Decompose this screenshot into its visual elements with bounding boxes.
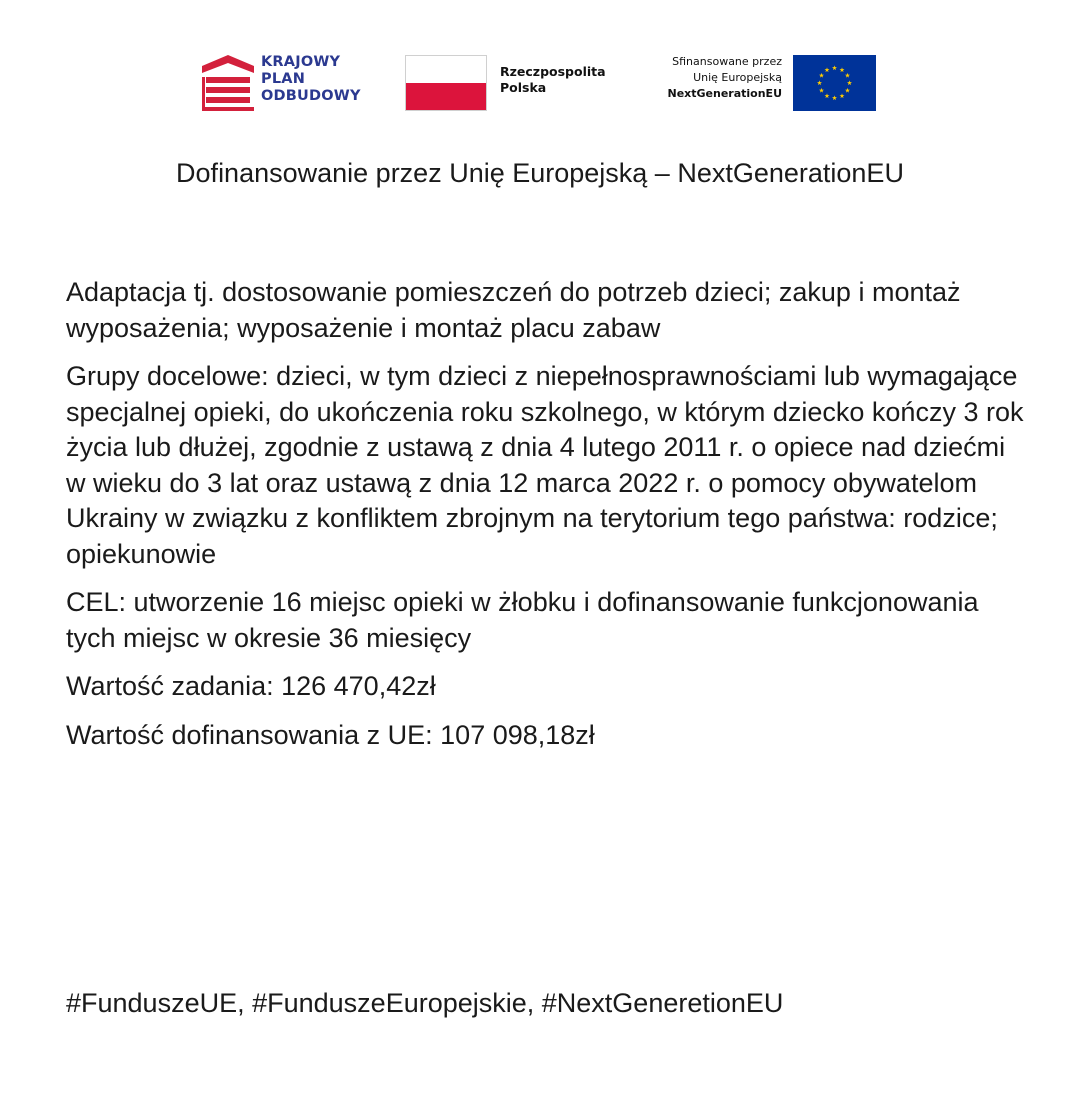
eu-star-icon bbox=[817, 80, 822, 85]
rp-logo-text bbox=[500, 64, 606, 96]
eu-star-icon bbox=[819, 73, 824, 78]
eu-star-icon bbox=[840, 67, 845, 72]
eu-star-icon bbox=[845, 88, 850, 93]
paragraph-scope: Adaptacja tj. dostosowanie pomieszczeń do potrzeb dzieci; zakup i montaż wyposażenia; wyposażenie i montaż placu zabaw bbox=[66, 277, 961, 343]
eu-line-3: NextGenerationEU bbox=[667, 87, 782, 100]
eu-logo-text bbox=[630, 54, 782, 102]
paragraph-target-groups: Grupy docelowe: dzieci, w tym dzieci z niepełnosprawnościami lub wymagające specjalnej opieki, do ukończenia roku szkolnego, w którym dziecko kończy 3 rok życia lub dłużej, zgodnie z ustawą z dnia 4 lutego 2011 r. o opiece nad dziećmi w wieku do 3 lat oraz ustawą z dnia 12 marca 2022 r. o pomocy obywatelom Ukrainy w związku z konfliktem zbrojnym na terytorium tego państwa: rodzice; opiekunowie bbox=[66, 361, 1024, 569]
kpo-logo-text bbox=[261, 54, 361, 105]
eu-line-1: Sfinansowane przez bbox=[672, 55, 782, 68]
kpo-logo-icon bbox=[202, 55, 254, 111]
eu-star-icon bbox=[847, 80, 852, 85]
logo-bar bbox=[200, 54, 880, 112]
page-heading: Dofinansowanie przez Unię Europejską – NextGenerationEU bbox=[176, 158, 904, 188]
paragraph-goal: CEL: utworzenie 16 miejsc opieki w żłobku i dofinansowanie funkcjonowania tych miejsc w okresie 36 miesięcy bbox=[66, 587, 979, 653]
kpo-line-1: KRAJOWY bbox=[261, 54, 341, 70]
kpo-line-3: ODBUDOWY bbox=[261, 88, 361, 104]
eu-star-icon bbox=[832, 65, 837, 70]
eu-star-icon bbox=[845, 73, 850, 78]
eu-flag-icon bbox=[793, 55, 876, 111]
hashtags: #FunduszeUE, #FunduszeEuropejskie, #NextGeneretionEU bbox=[66, 988, 784, 1018]
eu-star-icon bbox=[825, 93, 830, 98]
kpo-logo bbox=[200, 54, 390, 112]
kpo-line-2: PLAN bbox=[261, 71, 306, 87]
rp-line-1: Rzeczpospolita bbox=[500, 64, 606, 79]
paragraph-task-value: Wartość zadania: 126 470,42zł bbox=[66, 671, 436, 701]
eu-line-2: Unię Europejską bbox=[693, 71, 782, 84]
eu-star-icon bbox=[832, 95, 837, 100]
paragraph-eu-funding: Wartość dofinansowania z UE: 107 098,18zł bbox=[66, 719, 595, 750]
polish-flag-icon bbox=[405, 55, 487, 111]
rp-line-2: Polska bbox=[500, 80, 547, 95]
content-body bbox=[66, 275, 1026, 766]
eu-star-icon bbox=[819, 88, 824, 93]
eu-star-icon bbox=[840, 93, 845, 98]
eu-star-icon bbox=[825, 67, 830, 72]
